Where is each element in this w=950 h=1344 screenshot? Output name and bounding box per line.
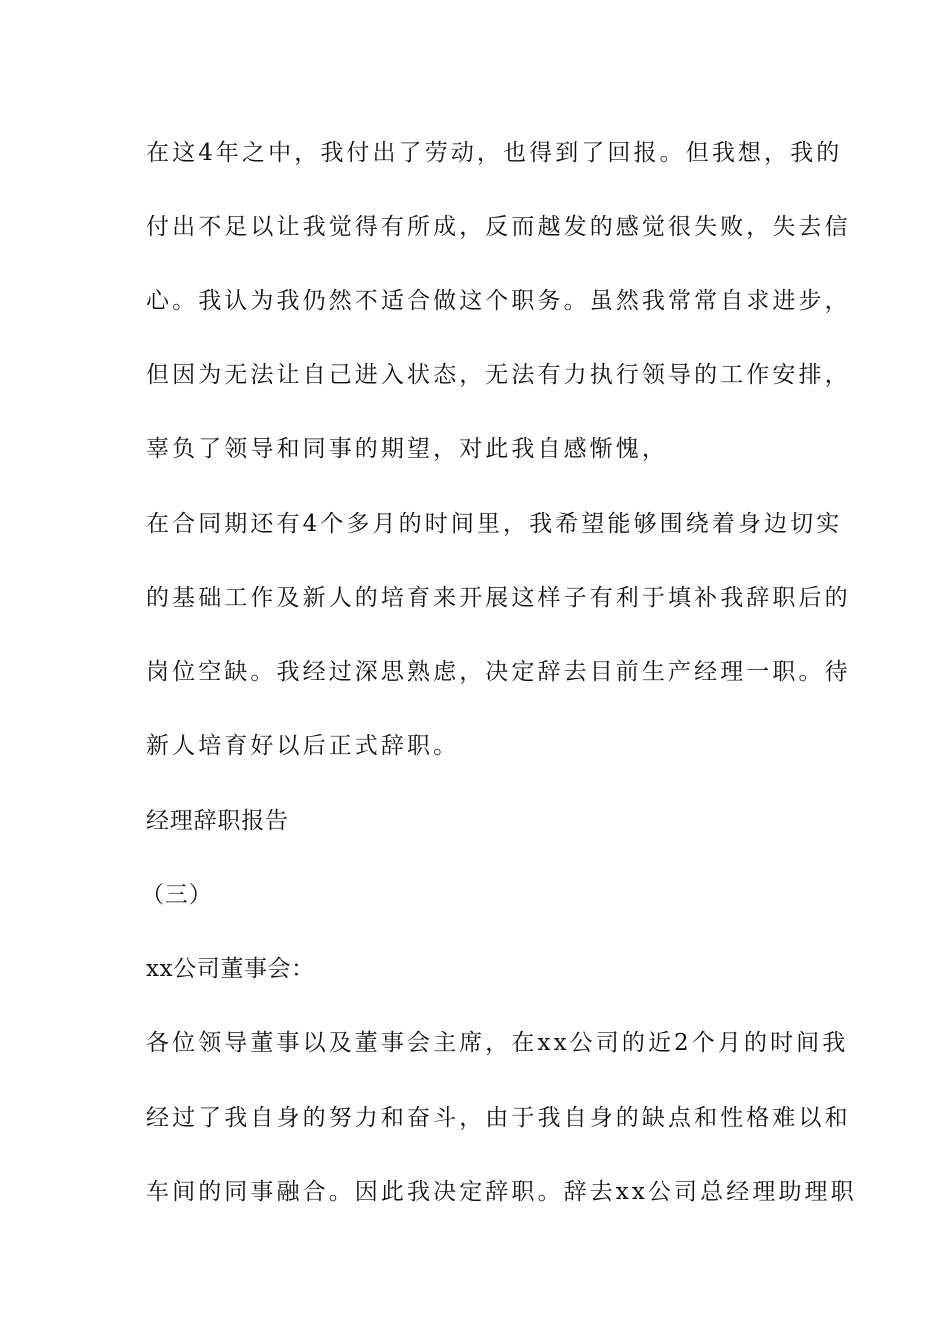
paragraph-line-5: 辜负了领导和同事的期望，对此我自感惭愧， <box>146 436 668 462</box>
paragraph-line-2: 付出不足以让我觉得有所成，反而越发的感觉很失败，失去信 <box>146 214 851 240</box>
section-heading: 经理辞职报告 <box>146 808 289 834</box>
paragraph-line-8: 岗位空缺。我经过深思熟虑，决定辞去目前生产经理一职。待 <box>146 659 851 685</box>
section-number: （三） <box>141 882 213 908</box>
paragraph-line-4: 但因为无法让自己进入状态，无法有力执行领导的工作安排， <box>146 362 851 388</box>
paragraph-line-12: 车间的同事融合。因此我决定辞职。辞去xx公司总经理助理职 <box>146 1179 857 1205</box>
paragraph-line-6: 在合同期还有4个多月的时间里，我希望能够围绕着身边切实 <box>146 511 843 537</box>
paragraph-line-10: 各位领导董事以及董事会主席，在xx公司的近2个月的时间我 <box>146 1030 849 1056</box>
paragraph-line-7: 的基础工作及新人的培育来开展这样子有利于填补我辞职后的 <box>146 585 851 611</box>
paragraph-line-9: 新人培育好以后正式辞职。 <box>146 733 460 759</box>
salutation: xx公司董事会： <box>146 956 315 982</box>
paragraph-line-11: 经过了我自身的努力和奋斗，由于我自身的缺点和性格难以和 <box>146 1105 851 1131</box>
paragraph-line-3: 心。我认为我仍然不适合做这个职务。虽然我常常自求进步， <box>146 288 851 314</box>
paragraph-line-1: 在这4年之中，我付出了劳动，也得到了回报。但我想，我的 <box>146 140 843 166</box>
